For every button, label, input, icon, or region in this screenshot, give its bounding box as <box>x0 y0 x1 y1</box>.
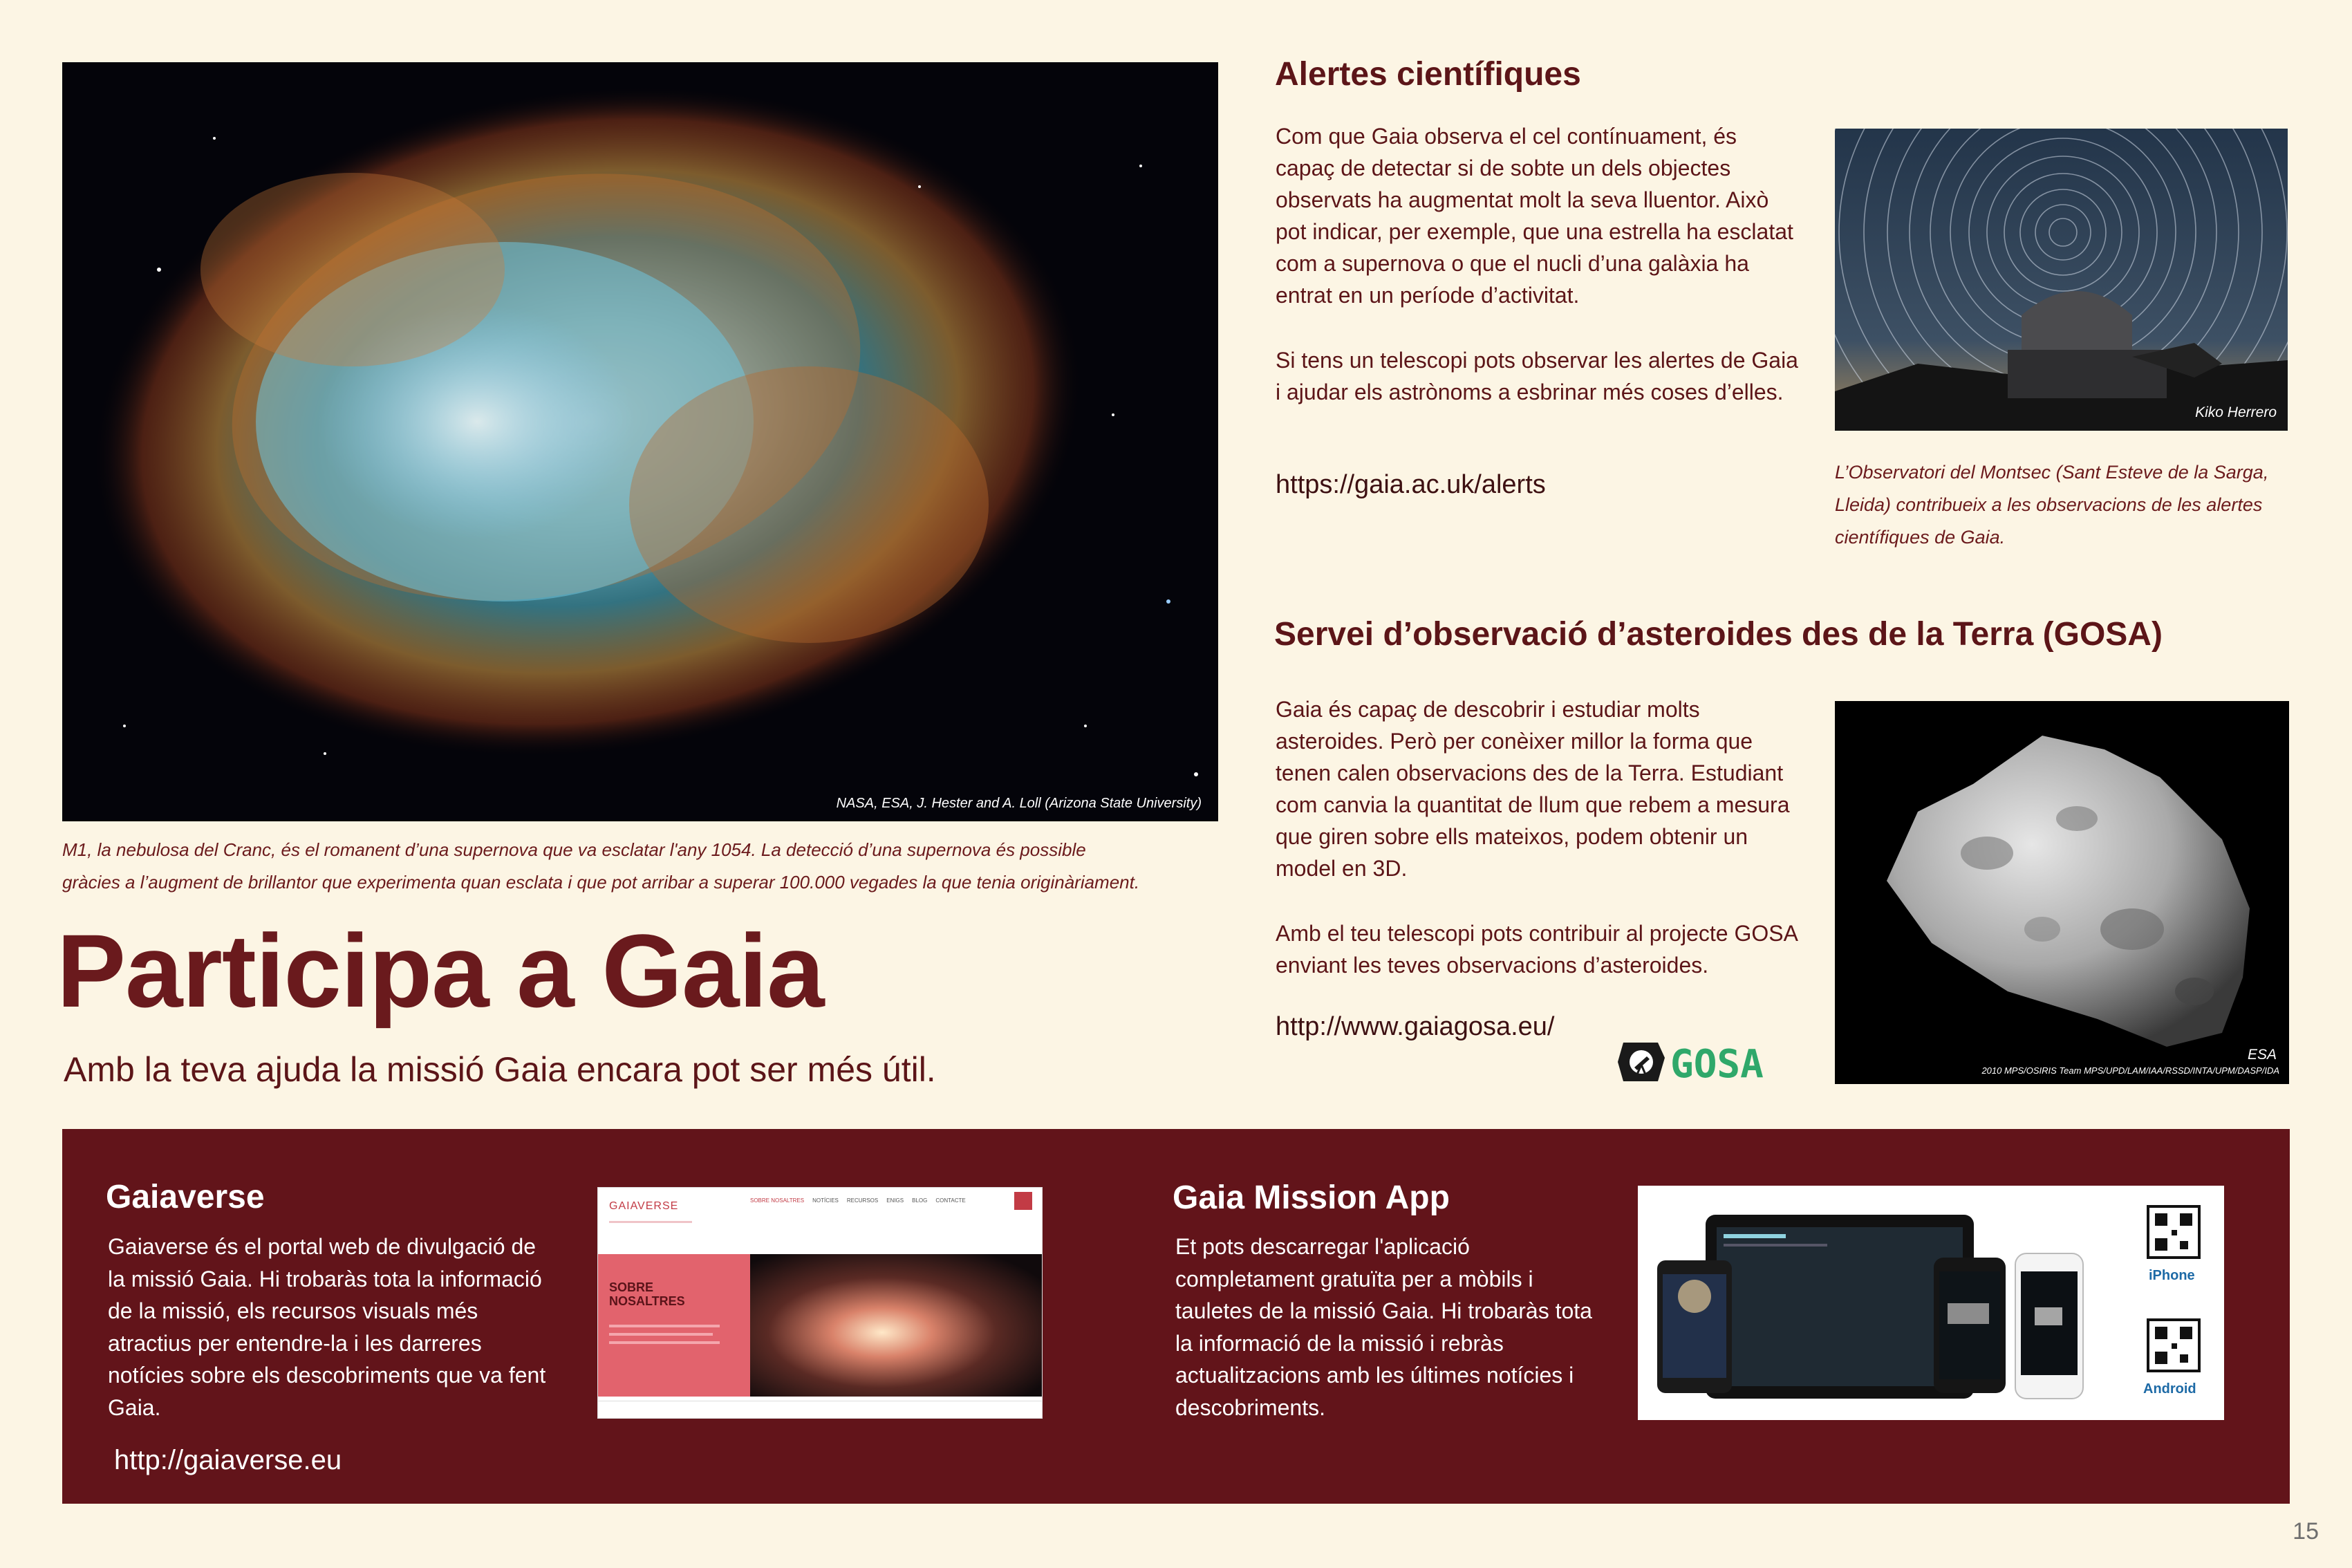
crab-caption-line: gràcies a l’augment de brillantor que experimenta quan esclata i que pot arribar a superar 100.000 vegades la que tenia originàriament. <box>62 872 1140 893</box>
gaiaverse-nav-item: CONTACTE <box>935 1197 966 1204</box>
crab-caption <box>62 834 1238 899</box>
asteroid-image <box>1835 701 2289 1084</box>
gosa-logo <box>1618 1037 1784 1087</box>
observatory-image-credit: Kiko Herrero <box>2195 404 2277 420</box>
app-devices-image <box>1638 1186 2224 1420</box>
gaiaverse-heading: Gaiaverse <box>106 1179 265 1215</box>
page-title: Participa a Gaia <box>57 913 824 1029</box>
gaiaverse-search-icon <box>1014 1192 1032 1210</box>
devices-graphic <box>1638 1186 2224 1420</box>
gaiaverse-nav-item: NOTÍCIES <box>812 1197 839 1204</box>
gaiaverse-hero-panel <box>598 1254 750 1397</box>
crab-caption-line: M1, la nebulosa del Cranc, és el romanent d’una supernova que va esclatar l'any 1054. La detecció d’una supernova és possible <box>62 839 1086 860</box>
crab-nebula-graphic <box>62 62 1218 821</box>
gosa-link[interactable]: http://www.gaiagosa.eu/ <box>1276 1012 1555 1041</box>
asteroid-credit: ESA <box>2247 1047 2277 1063</box>
gaiaverse-hero-image <box>750 1254 1043 1397</box>
gosa-heading: Servei d’observació d’asteroides des de la Terra (GOSA) <box>1274 616 2163 653</box>
alerts-link[interactable]: https://gaia.ac.uk/alerts <box>1276 470 1546 499</box>
alerts-paragraph: Si tens un telescopi pots observar les alertes de Gaia i ajudar els astrònoms a esbrinar més coses d’elles. <box>1276 348 1798 404</box>
observatory-image <box>1835 129 2288 431</box>
observatory-caption: L’Observatori del Montsec (Sant Esteve de la Sarga, Lleida) contribueix a les observacions de les alertes científiques de Gaia. <box>1835 462 2269 548</box>
app-heading: Gaia Mission App <box>1173 1179 1450 1216</box>
gosa-logo-text: GOSA <box>1670 1042 1764 1087</box>
gaiaverse-screenshot <box>597 1187 1043 1419</box>
page-number: 15 <box>2293 1518 2319 1544</box>
gaiaverse-subheader-line <box>609 1221 692 1223</box>
alerts-paragraph: Com que Gaia observa el cel contínuament, és capaç de detectar si de sobte un dels objectes observats ha augmentat molt la seva lluentor. Això pot indicar, per exemple, que una estrella ha esclatat com a supernova o que el nucli d’una galàxia ha entrat en un període d’activitat. <box>1276 124 1793 308</box>
asteroid-credit-detail: 2010 MPS/OSIRIS Team MPS/UPD/LAM/IAA/RSSD/INTA/UPM/DASP/IDA <box>1981 1065 2279 1076</box>
star-trails-graphic <box>1835 129 2288 431</box>
gaiaverse-hero-label: SOBRE NOSALTRES <box>609 1280 685 1308</box>
page-subtitle: Amb la teva ajuda la missió Gaia encara pot ser més útil. <box>64 1050 936 1089</box>
asteroid-graphic <box>1835 701 2289 1084</box>
gaiaverse-nav-item: ENIGS <box>886 1197 904 1204</box>
gosa-paragraph: Gaia és capaç de descobrir i estudiar molts asteroides. Però per conèixer millor la forma que tenen calen observacions des de la Terra. Estudiant com canvia la quantitat de llum que rebem a mesura que giren sobre ells mateixos, podem obtenir un model en 3D. <box>1276 697 1790 881</box>
gaiaverse-brand: GAIAVERSE <box>609 1200 679 1212</box>
gaiaverse-hero-text-line <box>609 1325 720 1327</box>
alerts-heading: Alertes científiques <box>1275 56 1581 93</box>
gaiaverse-paragraph: Gaiaverse és el portal web de divulgació de la missió Gaia. Hi trobaràs tota la informació de la missió, els recursos visuals més atractius per entendre-la i les darreres notícies sobre els descobriments que va fent Gaia. <box>108 1234 546 1420</box>
gaiaverse-hero-text-line <box>609 1333 713 1336</box>
gaiaverse-nav-item: BLOG <box>912 1197 928 1204</box>
gaiaverse-hero-text-line <box>609 1341 720 1344</box>
gaiaverse-nav-item: RECURSOS <box>846 1197 879 1204</box>
app-paragraph: Et pots descarregar l'aplicació completament gratuïta per a mòbils i tauletes de la missió Gaia. Hi trobaràs tota la informació de la missió i rebràs actualitzacions amb les últimes notícies i descobriments. <box>1175 1234 1592 1420</box>
crab-image-credit: NASA, ESA, J. Hester and A. Loll (Arizona State University) <box>836 796 1202 811</box>
gosa-paragraph: Amb el teu telescopi pots contribuir al projecte GOSA enviant les teves observacions d’asteroides. <box>1276 921 1798 978</box>
gaiaverse-link[interactable]: http://gaiaverse.eu <box>114 1445 342 1475</box>
iphone-label[interactable]: iPhone <box>2149 1268 2195 1283</box>
gosa-telescope-icon <box>1618 1037 1784 1087</box>
crab-nebula-image <box>62 62 1218 821</box>
gaiaverse-nav <box>750 1197 966 1204</box>
gaiaverse-nav-item: SOBRE NOSALTRES <box>750 1197 805 1204</box>
android-label[interactable]: Android <box>2143 1381 2196 1397</box>
